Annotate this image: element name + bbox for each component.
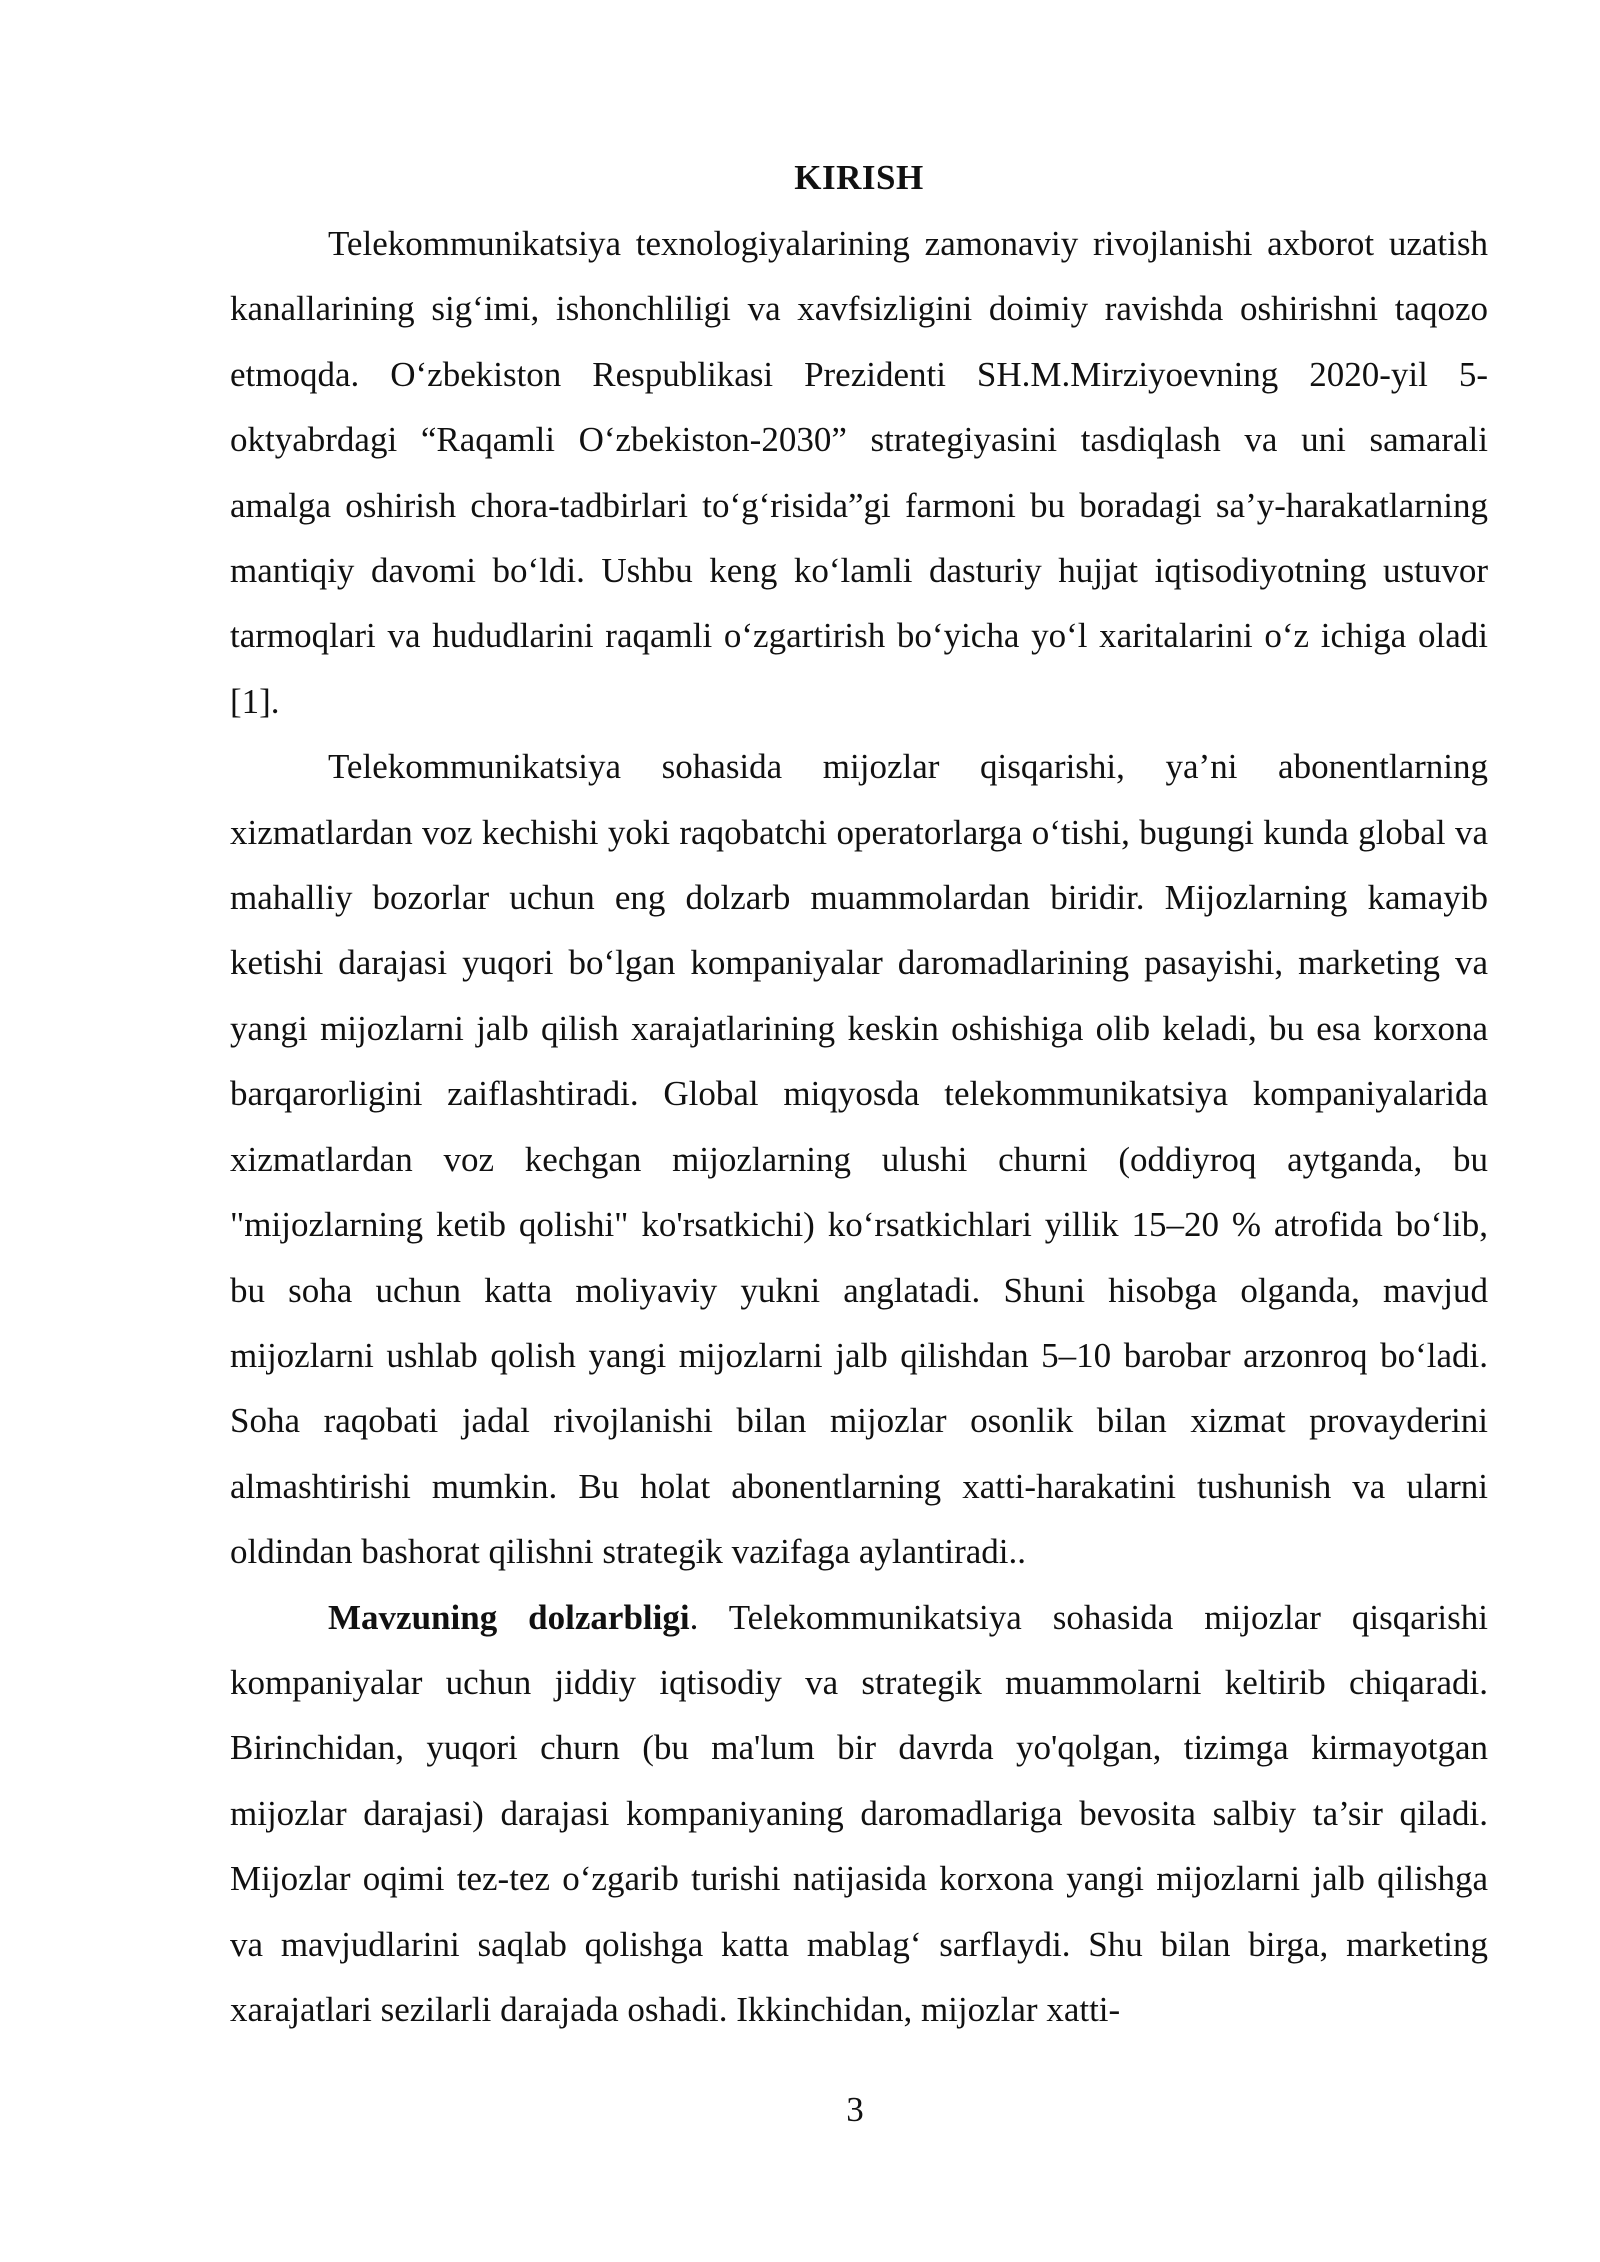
paragraph-relevance — [230, 1585, 1488, 2043]
relevance-text: . Telekommunikatsiya sohasida mijozlar qisqarishi kompaniyalar uchun jiddiy iqtisodiy va strategik muammolarni keltirib chiqaradi. Birinchidan, yuqori churn (bu ma'lum bir davrda yo'qolgan, tizimga kirmayotgan mijozlar darajasi) darajasi kompaniyaning daromadlariga bevosita salbiy ta’sir qiladi. Mijozlar oqimi tez-tez o‘zgarib turishi natijasida korxona yangi mijozlarni jalb qilishga va mavjudlarini saqlab qolishga katta mablag‘ sarflaydi. Shu bilan birga, marketing xarajatlari sezilarli darajada oshadi. Ikkinchidan, mijozlar xatti- — [230, 1597, 1488, 2029]
paragraph-introduction: Telekommunikatsiya texnologiyalarining zamonaviy rivojlanishi axborot uzatish kanallarining sig‘imi, ishonchliligi va xavfsizligini doimiy ravishda oshirishni taqozo etmoqda. O‘zbekiston Respublikasi Prezidenti SH.M.Mirziyoevning 2020-yil 5-oktyabrdagi “Raqamli O‘zbekiston-2030” strategiyasini tasdiqlash va uni samarali amalga oshirish chora-tadbirlari to‘g‘risida”gi farmoni bu boradagi sa’y-harakatlarning mantiqiy davomi bo‘ldi. Ushbu keng ko‘lamli dasturiy hujjat iqtisodiyotning ustuvor tarmoqlari va hududlarini raqamli o‘zgartirish bo‘yicha yo‘l xaritalarini o‘z ichiga oladi [1]. — [230, 224, 1488, 721]
page-number: 3 — [846, 2090, 864, 2129]
section-title: KIRISH — [794, 158, 924, 197]
paragraph-churn-problem: Telekommunikatsiya sohasida mijozlar qisqarishi, ya’ni abonentlarning xizmatlardan voz kechishi yoki raqobatchi operatorlarga o‘tishi, bugungi kunda global va mahalliy bozorlar uchun eng dolzarb muammolardan biridir. Mijozlarning kamayib ketishi darajasi yuqori bo‘lgan kompaniyalar daromadlarining pasayishi, marketing va yangi mijozlarni jalb qilish xarajatlarining keskin oshishiga olib keladi, bu esa korxona barqarorligini zaiflashtiradi. Global miqyosda telekommunikatsiya kompaniyalarida xizmatlardan voz kechgan mijozlarning ulushi churni (oddiyroq aytganda, bu "mijozlarning ketib qolishi" ko'rsatkichi) ko‘rsatkichlari yillik 15–20 % atrofida bo‘lib, bu soha uchun katta moliyaviy yukni anglatadi. Shuni hisobga olganda, mavjud mijozlarni ushlab qolish yangi mijozlarni jalb qilishdan 5–10 barobar arzonroq bo‘ladi. Soha raqobati jadal rivojlanishi bilan mijozlar osonlik bilan xizmat provayderini almashtirishi mumkin. Bu holat abonentlarning xatti-harakatini tushunish va ularni oldindan bashorat qilishni strategik vazifaga aylantiradi.. — [230, 747, 1488, 1572]
relevance-heading: Mavzuning dolzarbligi — [328, 1597, 690, 1637]
page-body — [230, 146, 1488, 2042]
